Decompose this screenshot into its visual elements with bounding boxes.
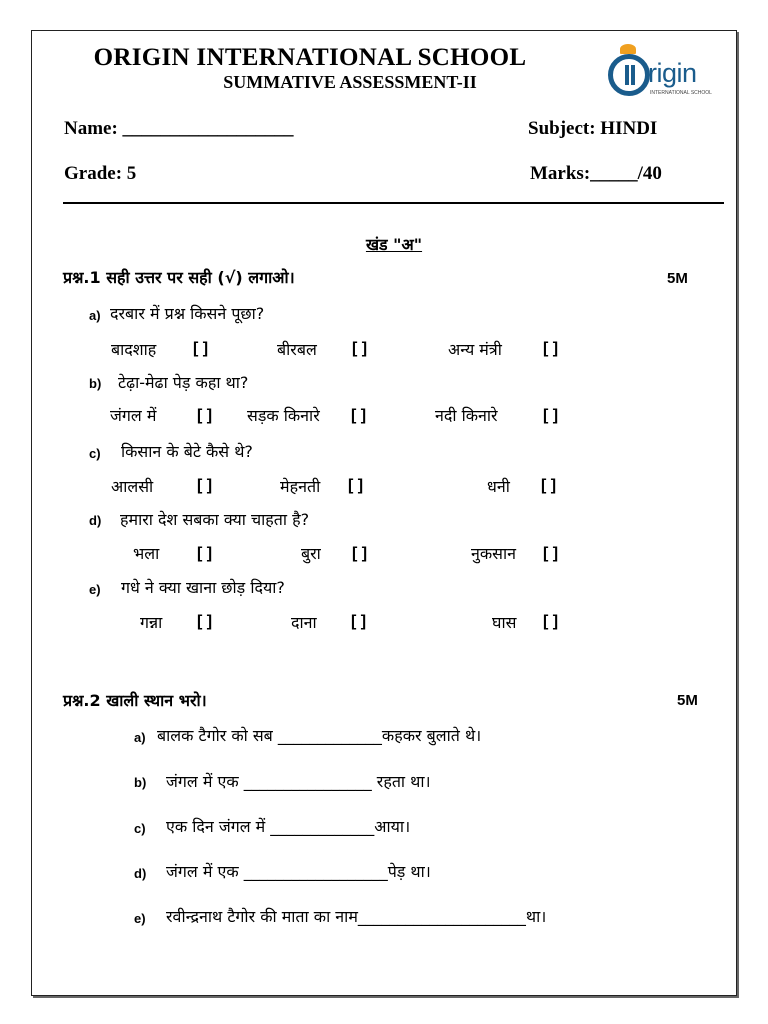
q1-option: बुरा [301,544,321,563]
logo-text: rigin [648,58,697,88]
answer-checkbox[interactable]: [ ] [543,613,559,630]
answer-checkbox[interactable]: [ ] [348,477,364,494]
answer-checkbox[interactable]: [ ] [193,340,209,357]
q1-option: अन्य मंत्री [448,340,502,359]
header-divider [63,202,724,204]
q1-option: सड़क किनारे [247,406,320,425]
answer-checkbox[interactable]: [ ] [197,613,213,630]
answer-checkbox[interactable]: [ ] [351,613,367,630]
q1-title: प्रश्न.1 सही उत्तर पर सही (√) लगाओ। [63,268,295,287]
q1-question-b: टेढ़ा-मेढा पेड़ कहा था? [118,373,249,392]
q1-option: जंगल में [110,406,157,425]
q2-blank-b[interactable]: जंगल में एक ________________ रहता था। [166,772,431,791]
q2-label-b: b) [134,775,147,790]
subject-label: Subject: HINDI [528,118,658,139]
q1-option: नदी किनारे [435,406,498,425]
q1-question-d: हमारा देश सबका क्या चाहता है? [120,510,310,529]
q1-option: घास [492,613,517,632]
name-field[interactable]: Name: __________________ [64,118,294,139]
q1-option: आलसी [111,477,154,496]
q2-label-a: a) [134,730,146,745]
q1-option: नुकसान [471,544,517,563]
q1-label-c: c) [89,446,101,461]
q1-option: दाना [291,613,317,632]
q1-option: बीरबल [277,340,317,359]
answer-checkbox[interactable]: [ ] [541,477,557,494]
q2-label-c: c) [134,821,146,836]
q1-label-b: b) [89,376,102,391]
answer-checkbox[interactable]: [ ] [352,340,368,357]
logo-subtext: INTERNATIONAL SCHOOL [650,90,712,96]
q1-question-e: गधे ने क्या खाना छोड़ दिया? [121,578,285,597]
q2-blank-e[interactable]: रवीन्द्रनाथ टैगोर की माता का नाम_____________________था। [166,907,547,926]
school-logo [604,44,714,102]
answer-checkbox[interactable]: [ ] [543,407,559,424]
q1-label-d: d) [89,513,102,528]
q1-question-c: किसान के बेटे कैसे थे? [121,442,253,461]
answer-checkbox[interactable]: [ ] [197,545,213,562]
q1-question-a: दरबार में प्रश्न किसने पूछा? [110,304,265,323]
marks-field[interactable]: Marks:_____/40 [530,163,662,184]
q1-option: भला [133,544,160,563]
q1-option: गन्ना [140,613,163,632]
q2-blank-c[interactable]: एक दिन जंगल में _____________आया। [166,817,411,836]
answer-checkbox[interactable]: [ ] [543,545,559,562]
q1-marks: 5M [667,270,688,287]
answer-checkbox[interactable]: [ ] [352,545,368,562]
flame-icon [620,44,636,54]
logo-o-icon [608,54,650,96]
q2-blank-a[interactable]: बालक टैगोर को सब _____________कहकर बुलाते थे। [157,726,482,745]
answer-checkbox[interactable]: [ ] [197,477,213,494]
q2-label-e: e) [134,911,146,926]
q2-title: प्रश्न.2 खाली स्थान भरो। [63,691,207,710]
q1-option: मेहनती [280,477,321,496]
q2-blank-d[interactable]: जंगल में एक __________________पेड़ था। [166,862,431,881]
answer-checkbox[interactable]: [ ] [351,407,367,424]
q2-marks: 5M [677,692,698,709]
q1-option: धनी [487,477,510,496]
answer-checkbox[interactable]: [ ] [543,340,559,357]
school-name: ORIGIN INTERNATIONAL SCHOOL [93,44,527,71]
q1-label-a: a) [89,308,101,323]
q1-option: बादशाह [111,340,157,359]
answer-checkbox[interactable]: [ ] [197,407,213,424]
exam-title: SUMMATIVE ASSESSMENT-II [223,72,477,92]
q2-label-d: d) [134,866,147,881]
q1-label-e: e) [89,582,101,597]
grade-label: Grade: 5 [64,163,137,184]
section-title: खंड "अ" [365,235,423,254]
